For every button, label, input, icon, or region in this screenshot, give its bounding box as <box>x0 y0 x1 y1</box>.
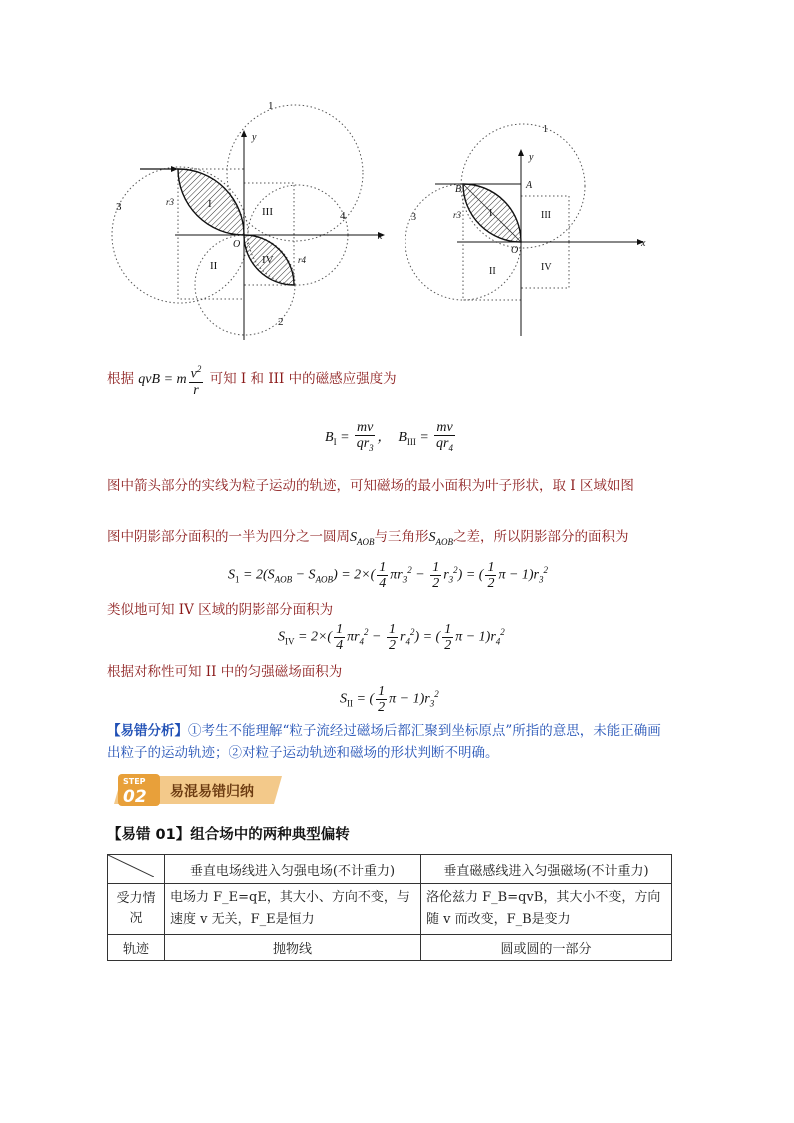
region-II: II <box>210 260 218 272</box>
region-III: III <box>262 206 273 218</box>
table-header-row <box>108 855 672 884</box>
row-force-electric: 电场力 F_E=qE，其大小、方向不变，与速度 v 无关，F_E是恒力 <box>165 884 421 935</box>
circle-label-4: 4 <box>340 210 346 222</box>
analysis-tag: 【易错分析】 <box>107 723 188 739</box>
region-IV: IV <box>541 262 552 273</box>
line-1-prefix: 根据 <box>107 371 134 388</box>
table-corner <box>108 855 165 884</box>
row-path-electric: 抛物线 <box>165 935 421 961</box>
row-force-magnetic: 洛伦兹力 F_B=qvB，其大小不变，方向随 v 而改变，F_B是变力 <box>421 884 672 935</box>
step-title: 易混易错归纳 <box>170 784 254 800</box>
region-I: I <box>489 208 493 219</box>
formula-sii: $S_{II}$ = ( $\frac{1}{2}$ $\pi - 1)r_3^2$ <box>340 684 439 715</box>
region-I: I <box>208 198 212 210</box>
circle-label-2: 2 <box>278 316 284 328</box>
radius-r3: r3 <box>166 197 175 207</box>
figure-right <box>405 120 655 340</box>
diagonal-line <box>108 855 154 877</box>
step-banner <box>114 772 284 808</box>
region-III: III <box>541 210 551 221</box>
circle-label-1: 1 <box>268 100 274 112</box>
axis-x-label: x <box>641 238 646 249</box>
line-1: 根据 qvB = m $\frac{v^2}{r}$ 可知 I 和 III 中的磁感应强度为 <box>107 364 397 398</box>
formula-s1: $S_1 = 2(S_{AOB} - S_{AOB}) = 2\times$( $\frac{1}{4}$ $\pi r_3^2$ − $\frac{1}{2}$ $r_3^2$) = ( $\frac{1}{2}$ $\pi - 1)r_3^2$ <box>228 560 549 591</box>
radius-r3: r3 <box>453 210 462 220</box>
circle-label-1: 1 <box>543 124 548 135</box>
point-B: B <box>455 184 462 195</box>
step-word: STEP <box>123 777 146 786</box>
error-analysis <box>107 720 672 764</box>
row-force-label: 受力情况 <box>108 884 165 935</box>
formula-siv: $S_{IV} = 2\times$( $\frac{1}{4}$ $\pi r_4^2$ − $\frac{1}{2}$ $r_4^2$) = ( $\frac{1}{2}$ $\pi - 1)r_4^2$ <box>278 622 505 653</box>
line-3: 图中阴影部分面积的一半为四分之一圆周$S_{AOB}$与三角形$S_{AOB}$之差，所以阴影部分的面积为 <box>107 529 629 547</box>
header-electric: 垂直电场线进入匀强电场(不计重力) <box>165 855 421 884</box>
formula-b: $B_I$ = $\frac{mv}{qr_3}$ ， $B_{III}$ = $\frac{mv}{qr_4}$ <box>325 420 453 453</box>
row-path-magnetic: 圆或圆的一部分 <box>421 935 672 961</box>
comparison-table <box>107 854 672 961</box>
circle-label-3: 3 <box>411 212 416 223</box>
point-A: A <box>526 180 533 191</box>
analysis-body: ①考生不能理解“粒子流经过磁场后都汇聚到坐标原点”所指的意思，未能正确画出粒子的运动轨迹；②对粒子运动轨迹和磁场的形状判断不明确。 <box>107 723 661 761</box>
line-1-suffix: 可知 I 和 III 中的磁感应强度为 <box>209 371 397 388</box>
row-path-label: 轨迹 <box>108 935 165 961</box>
figure-left <box>110 95 395 345</box>
axis-y-label: y <box>252 132 257 143</box>
table-row <box>108 884 672 935</box>
step-number: 02 <box>123 787 147 807</box>
axis-x-label: x <box>378 231 383 242</box>
line-4: 类似地可知 IV 区域的阴影部分面积为 <box>107 602 334 618</box>
origin-label: O <box>233 239 241 250</box>
table-row <box>108 935 672 961</box>
radius-r4: r4 <box>298 255 307 265</box>
line-5: 根据对称性可知 II 中的匀强磁场面积为 <box>107 664 343 680</box>
section-title: 【易错 01】组合场中的两种典型偏转 <box>107 827 350 843</box>
circle-label-3: 3 <box>116 201 122 213</box>
header-magnetic: 垂直磁感线进入匀强磁场(不计重力) <box>421 855 672 884</box>
origin-label: O <box>511 245 519 256</box>
line-2: 图中箭头部分的实线为粒子运动的轨迹，可知磁场的最小面积为叶子形状，取 I 区域如图 <box>107 478 634 494</box>
axis-y-label: y <box>529 152 534 163</box>
region-II: II <box>489 266 496 277</box>
region-IV: IV <box>262 254 274 266</box>
